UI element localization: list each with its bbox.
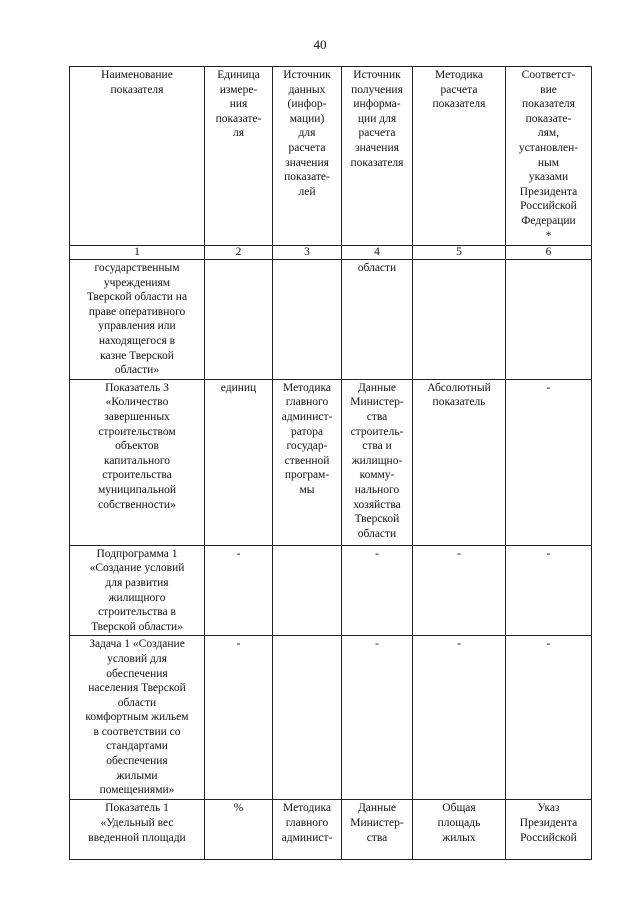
table-cell: - (506, 379, 592, 545)
header-cell-indicator-name: Наименование показателя (70, 67, 205, 246)
table-cell: - (413, 636, 506, 800)
table-cell (273, 545, 342, 636)
column-number-cell: 5 (413, 246, 506, 260)
table-row (70, 800, 592, 860)
indicators-table (69, 66, 592, 860)
column-number-cell: 3 (273, 246, 342, 260)
table-cell: государственным учреждениям Тверской области на праве оперативного управления или находящегося в казне Тверской области» (70, 260, 205, 380)
header-cell-method: Методика расчета показателя (413, 67, 506, 246)
header-cell-unit: Единица измере- ния показате- ля (205, 67, 273, 246)
table-cell: Подпрограмма 1 «Создание условий для развития жилищного строительства в Тверской области» (70, 545, 205, 636)
header-cell-data-source: Источник данных (инфор- мации) для расчета значения показате- лей (273, 67, 342, 246)
table-cell: - (342, 545, 413, 636)
column-number-cell: 1 (70, 246, 205, 260)
table-cell: - (413, 545, 506, 636)
table-cell: Методика главного админист- ратора государ- ственной програм- мы (273, 379, 342, 545)
table-cell (205, 260, 273, 380)
table-cell: - (205, 545, 273, 636)
table-row (70, 379, 592, 545)
table-cell: - (506, 636, 592, 800)
table-cell (506, 260, 592, 380)
table-cell: - (205, 636, 273, 800)
column-number-cell: 2 (205, 246, 273, 260)
table-row (70, 636, 592, 800)
table-cell (413, 260, 506, 380)
header-cell-info-source: Источник получения информа- ции для расчета значения показателя (342, 67, 413, 246)
table-cell: Данные Министер- ства строитель- ства и жилищно- комму- нального хозяйства Тверской области (342, 379, 413, 545)
table-cell: Показатель 3 «Количество завершенных строительством объектов капитального строительства муниципальной собственности» (70, 379, 205, 545)
table-cell: Данные Министер- ства (342, 800, 413, 860)
table-cell: % (205, 800, 273, 860)
table-cell: Методика главного админист- (273, 800, 342, 860)
table-cell (273, 260, 342, 380)
table-cell: - (342, 636, 413, 800)
table-cell: области (342, 260, 413, 380)
header-cell-presidential-decree: Соответст- вие показателя показате- лям, установлен- ным указами Президента Российской Федерации * (506, 67, 592, 246)
table-row (70, 545, 592, 636)
table-cell: Общая площадь жилых (413, 800, 506, 860)
table-cell: Задача 1 «Создание условий для обеспечения населения Тверской области комфортным жильем в соответствии со стандартами обеспечения жилыми помещениями» (70, 636, 205, 800)
column-number-row (70, 246, 592, 260)
table-cell: Показатель 1 «Удельный вес введенной площади (70, 800, 205, 860)
table-cell (273, 636, 342, 800)
table-cell: - (506, 545, 592, 636)
column-number-cell: 4 (342, 246, 413, 260)
column-number-cell: 6 (506, 246, 592, 260)
page-number: 40 (313, 37, 327, 52)
table-cell: Абсолютный показатель (413, 379, 506, 545)
table-header-row (70, 67, 592, 246)
table-row (70, 260, 592, 380)
table-cell: Указ Президента Российской (506, 800, 592, 860)
table-cell: единиц (205, 379, 273, 545)
